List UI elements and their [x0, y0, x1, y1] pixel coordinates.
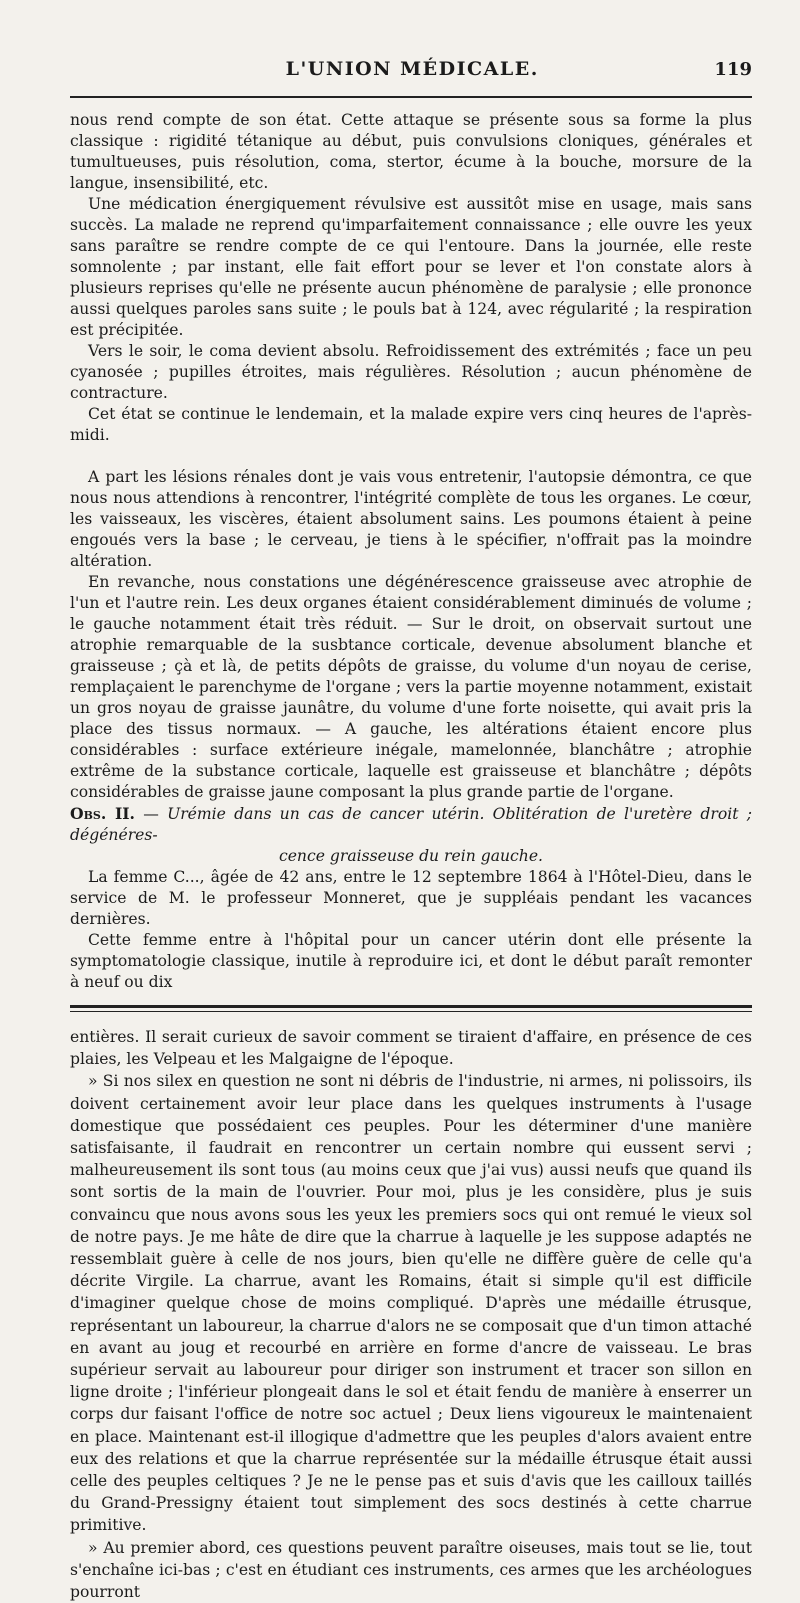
paragraph: A part les lésions rénales dont je vais vous entretenir, l'autopsie démontra, ce que nous nous attendions à rencontrer, l'intégrité complète de tous les organes. Le cœur, les vaisseaux, les viscères, étaient absolument sains. Les poumons étaient à peine engoués vers la base ; le cerveau, je tiens à le spécifier, n'offrait pas la moindre altération.: [70, 468, 752, 570]
paragraph: Vers le soir, le coma devient absolu. Refroidissement des extrémités ; face un peu cyanosée ; pupilles étroites, mais régulières. Résolution ; aucun phénomène de contracture.: [70, 342, 752, 402]
header-rule: [70, 96, 752, 98]
feuilleton-body: [70, 1026, 752, 1603]
observation-label: Obs. II.: [70, 804, 135, 823]
paragraph: entières. Il serait curieux de savoir comment se tiraient d'affaire, en présence de ces plaies, les Velpeau et les Malgaigne de l'époque.: [70, 1028, 752, 1069]
paragraph: En revanche, nous constations une dégénérescence graisseuse avec atrophie de l'un et l'autre rein. Les deux organes étaient considérablement diminués de volume ; le gauche notamment était très réduit. — Sur le droit, on observait surtout une atrophie remarquable de la susbtance corticale, devenue absolument blanche et graisseuse ; çà et là, de petits dépôts de graisse, du volume d'un noyau de cerise, remplaçaient le parenchyme de l'organe ; vers la partie moyenne notamment, existait un gros noyau de graisse jaunâtre, du volume d'une forte noisette, qui avait pris la place des tissus normaux. — A gauche, les altérations étaient encore plus considérables : surface extérieure inégale, mamelonnée, blanchâtre ; atrophie extrême de la substance corticale, laquelle est graisseuse et blanchâtre ; dépôts considérables de graisse jaune composant la plus grande partie de l'organe.: [70, 573, 752, 801]
paragraph: » Au premier abord, ces questions peuvent paraître oiseuses, mais tout se lie, tout s'enchaîne ici-bas ; c'est en étudiant ces instruments, ces armes que les archéologues pourront: [70, 1538, 752, 1602]
running-head: [70, 58, 752, 92]
running-title: L'UNION MÉDICALE.: [285, 58, 539, 80]
feuilleton-separator: [70, 1005, 752, 1012]
article-body: [70, 110, 752, 993]
paragraph-gap: [70, 446, 752, 467]
observation-title: Urémie dans un cas de cancer utérin. Oblitération de l'uretère droit ; dégénéres-: [70, 805, 752, 844]
observation-dash: —: [134, 805, 168, 823]
paragraph: Une médication énergiquement révulsive est aussitôt mise en usage, mais sans succès. La malade ne reprend qu'imparfaitement connaissance ; elle ouvre les yeux sans paraître se rendre compte de ce qui l'entoure. Dans la journée, elle reste somnolente ; par instant, elle fait effort pour se lever et l'on constate alors à plusieurs reprises qu'elle ne présente aucun phénomène de paralysie ; elle prononce aussi quelques paroles sans suite ; le pouls bat à 124, avec régularité ; la respiration est précipitée.: [70, 195, 752, 339]
paragraph: La femme C..., âgée de 42 ans, entre le 12 septembre 1864 à l'Hôtel-Dieu, dans le service de M. le professeur Monneret, que je suppléais pendant les vacances dernières.: [70, 868, 752, 928]
paragraph: » Si nos silex en question ne sont ni débris de l'industrie, ni armes, ni polissoirs, ils doivent certainement avoir leur place dans les quelques instruments à l'usage domestique que possédaient ces peuples. Pour les déterminer d'une manière satisfaisante, il faudrait en rencontrer un certain nombre qui eussent servi ; malheureusement ils sont tous (au moins ceux que j'ai vus) aussi neufs que quand ils sont sortis de la main de l'ouvrier. Pour moi, plus je les considère, plus je suis convaincu que nous avons sous les yeux les premiers socs qui ont remué le vieux sol de notre pays. Je me hâte de dire que la charrue à laquelle je les suppose adaptés ne ressemblait guère à celle de nos jours, bien qu'elle ne diffère guère de celle qu'a décrite Virgile. La charrue, avant les Romains, était si simple qu'il est difficile d'imaginer quelque chose de moins compliqué. D'après une médaille étrusque, représentant un laboureur, la charrue d'alors ne se composait que d'un timon attaché en avant au joug et recourbé en arrière en forme d'ancre de vaisseau. Le bras supérieur servait au laboureur pour diriger son instrument et tracer son sillon en ligne droite ; l'inférieur plongeait dans le sol et était fendu de manière à enserrer un corps dur faisant l'office de notre soc actuel ; Deux liens vigoureux le maintenaient en place. Maintenant est-il illogique d'admettre que les peuples d'alors avaient entre eux des relations et que la charrue représentée sur la médaille étrusque était aussi celle des peuples celtiques ? Je ne le pense pas et suis d'avis que les cailloux taillés du Grand-Pressigny étaient tout simplement des socs destinés à cette charrue primitive.: [70, 1072, 752, 1535]
observation-heading: [70, 803, 752, 867]
paragraph: Cet état se continue le lendemain, et la malade expire vers cinq heures de l'après-midi.: [70, 405, 752, 444]
observation-title-continued: cence graisseuse du rein gauche.: [278, 847, 544, 865]
page-number: 119: [714, 59, 752, 80]
paragraph: Cette femme entre à l'hôpital pour un cancer utérin dont elle présente la symptomatologie classique, inutile à reproduire ici, et dont le début paraît remonter à neuf ou dix: [70, 931, 752, 991]
paragraph: nous rend compte de son état. Cette attaque se présente sous sa forme la plus classique : rigidité tétanique au début, puis convulsions cloniques, générales et tumultueuses, puis résolution, coma, stertor, écume à la bouche, morsure de la langue, insensibilité, etc.: [70, 111, 752, 192]
